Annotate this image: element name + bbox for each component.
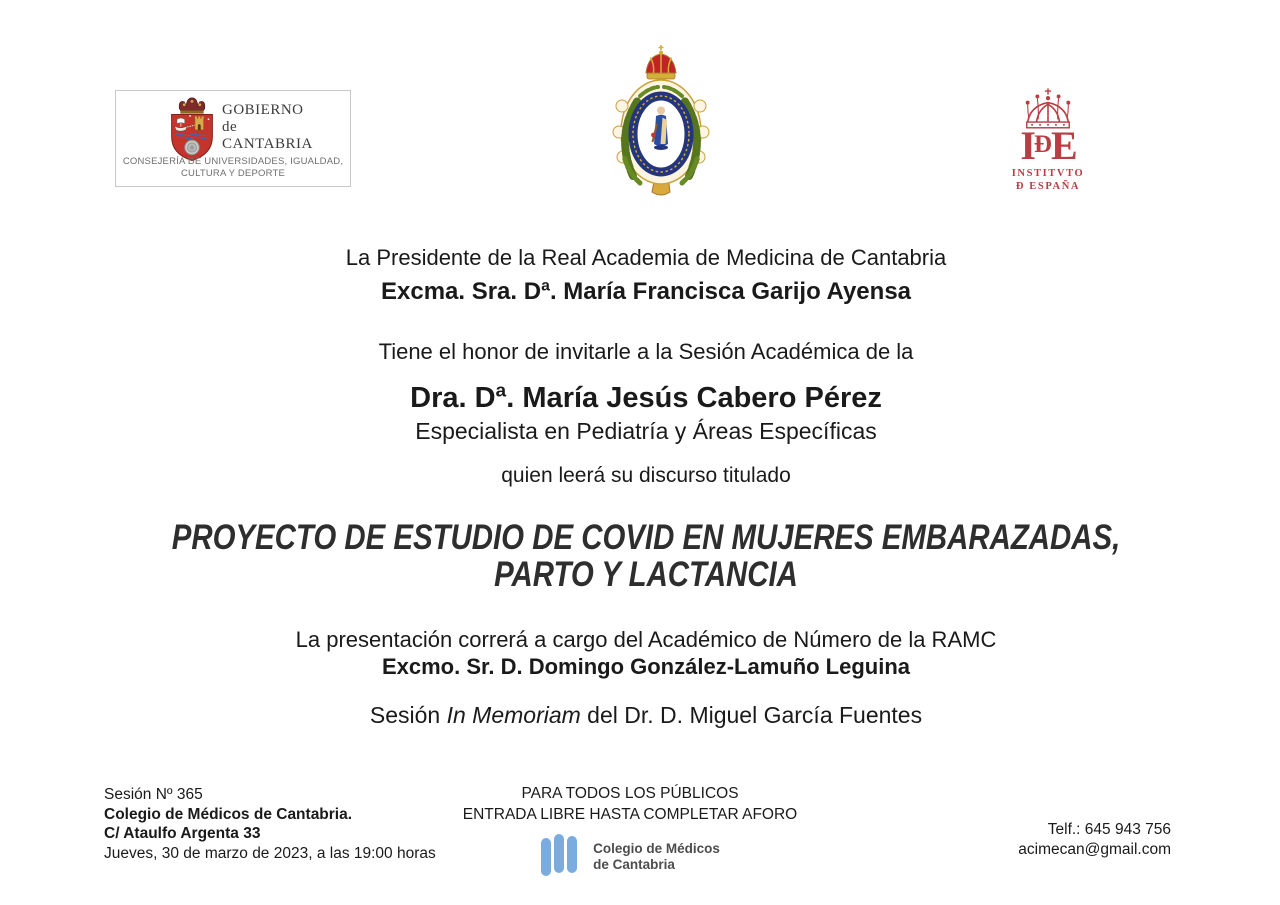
- contact-phone: Telf.: 645 943 756: [1047, 821, 1171, 838]
- presenter-name: Excma. Sra. Dª. María Francisca Garijo Ayensa: [380, 278, 912, 305]
- presentation-line: La presentación correrá a cargo del Académico de Número de la RAMC: [295, 627, 997, 652]
- memoriam-line: [70, 701, 1222, 729]
- colegio-name-line1: Colegio de Médicos: [593, 840, 720, 856]
- session-number: Sesión Nº 365: [104, 786, 203, 803]
- session-datetime: Jueves, 30 de marzo de 2023, a las 19:00 horas: [104, 844, 436, 862]
- ramc-academy-seal-icon: [610, 44, 712, 199]
- instituto-espana-monogram: [1005, 123, 1091, 168]
- memoriam-italic: In Memoriam: [446, 702, 581, 728]
- gobierno-cantabria-logo: [115, 90, 351, 187]
- public-line2: ENTRADA LIBRE HASTA COMPLETAR AFORO: [462, 806, 798, 823]
- consejeria-subtitle-line2: CULTURA Y DEPORTE: [180, 167, 286, 179]
- monogram-d: Đ: [1033, 131, 1051, 158]
- consejeria-subtitle-line1: CONSEJERÍA DE UNIVERSIDADES, IGUALDAD,: [122, 156, 344, 167]
- gobierno-title-line1: GOBIERNO: [222, 102, 304, 118]
- consejeria-subtitle: [116, 156, 350, 179]
- memoriam-prefix: Sesión: [369, 702, 447, 728]
- colegio-name-line2: de Cantabria: [593, 856, 675, 872]
- contact-info: [1018, 820, 1171, 859]
- contact-email: acimecan@gmail.com: [1018, 840, 1171, 858]
- invitation-body: [70, 245, 1222, 729]
- colegio-medicos-bars-icon: [540, 834, 580, 879]
- gobierno-title-line2: de: [222, 119, 238, 135]
- honor-line: Tiene el honor de invitarle a la Sesión Académica de la: [378, 339, 914, 364]
- instituto-espana-wordmark: [1005, 167, 1091, 193]
- venue-name: Colegio de Médicos de Cantabria.: [104, 805, 353, 823]
- instituto-espana-logo: [1005, 84, 1091, 193]
- lecture-title: [162, 519, 1130, 593]
- monogram-e: E: [1050, 123, 1076, 168]
- gobierno-title-line3: CANTABRIA: [222, 136, 313, 152]
- speaker-specialty: Especialista en Pediatría y Áreas Específicas: [415, 418, 877, 444]
- colegio-medicos-wordmark: [593, 841, 720, 873]
- venue-address: C/ Ataulfo Argenta 33: [104, 825, 261, 842]
- instituto-line2: Đ ESPAÑA: [1015, 181, 1081, 192]
- memoriam-suffix: del Dr. D. Miguel García Fuentes: [580, 702, 923, 728]
- cantabria-coat-of-arms-icon: [166, 96, 218, 162]
- monogram-i: I: [1020, 123, 1034, 168]
- lecture-intro: quien leerá su discurso titulado: [501, 464, 791, 487]
- gobierno-title: [222, 102, 313, 153]
- lecture-title-line2: PARTO Y LACTANCIA: [494, 555, 798, 594]
- presenter-line: La Presidente de la Real Academia de Medicina de Cantabria: [345, 245, 947, 270]
- colegio-medicos-logo: [540, 834, 720, 879]
- lecture-title-line1: PROYECTO DE ESTUDIO DE COVID EN MUJERES EMBARAZADAS,: [171, 518, 1121, 557]
- speaker-name: Dra. Dª. María Jesús Cabero Pérez: [410, 382, 882, 414]
- public-line1: PARA TODOS LOS PÚBLICOS: [521, 785, 739, 802]
- instituto-line1: INSTITVTO: [1011, 168, 1085, 179]
- presentation-name: Excmo. Sr. D. Domingo González-Lamuño Leguina: [381, 654, 911, 679]
